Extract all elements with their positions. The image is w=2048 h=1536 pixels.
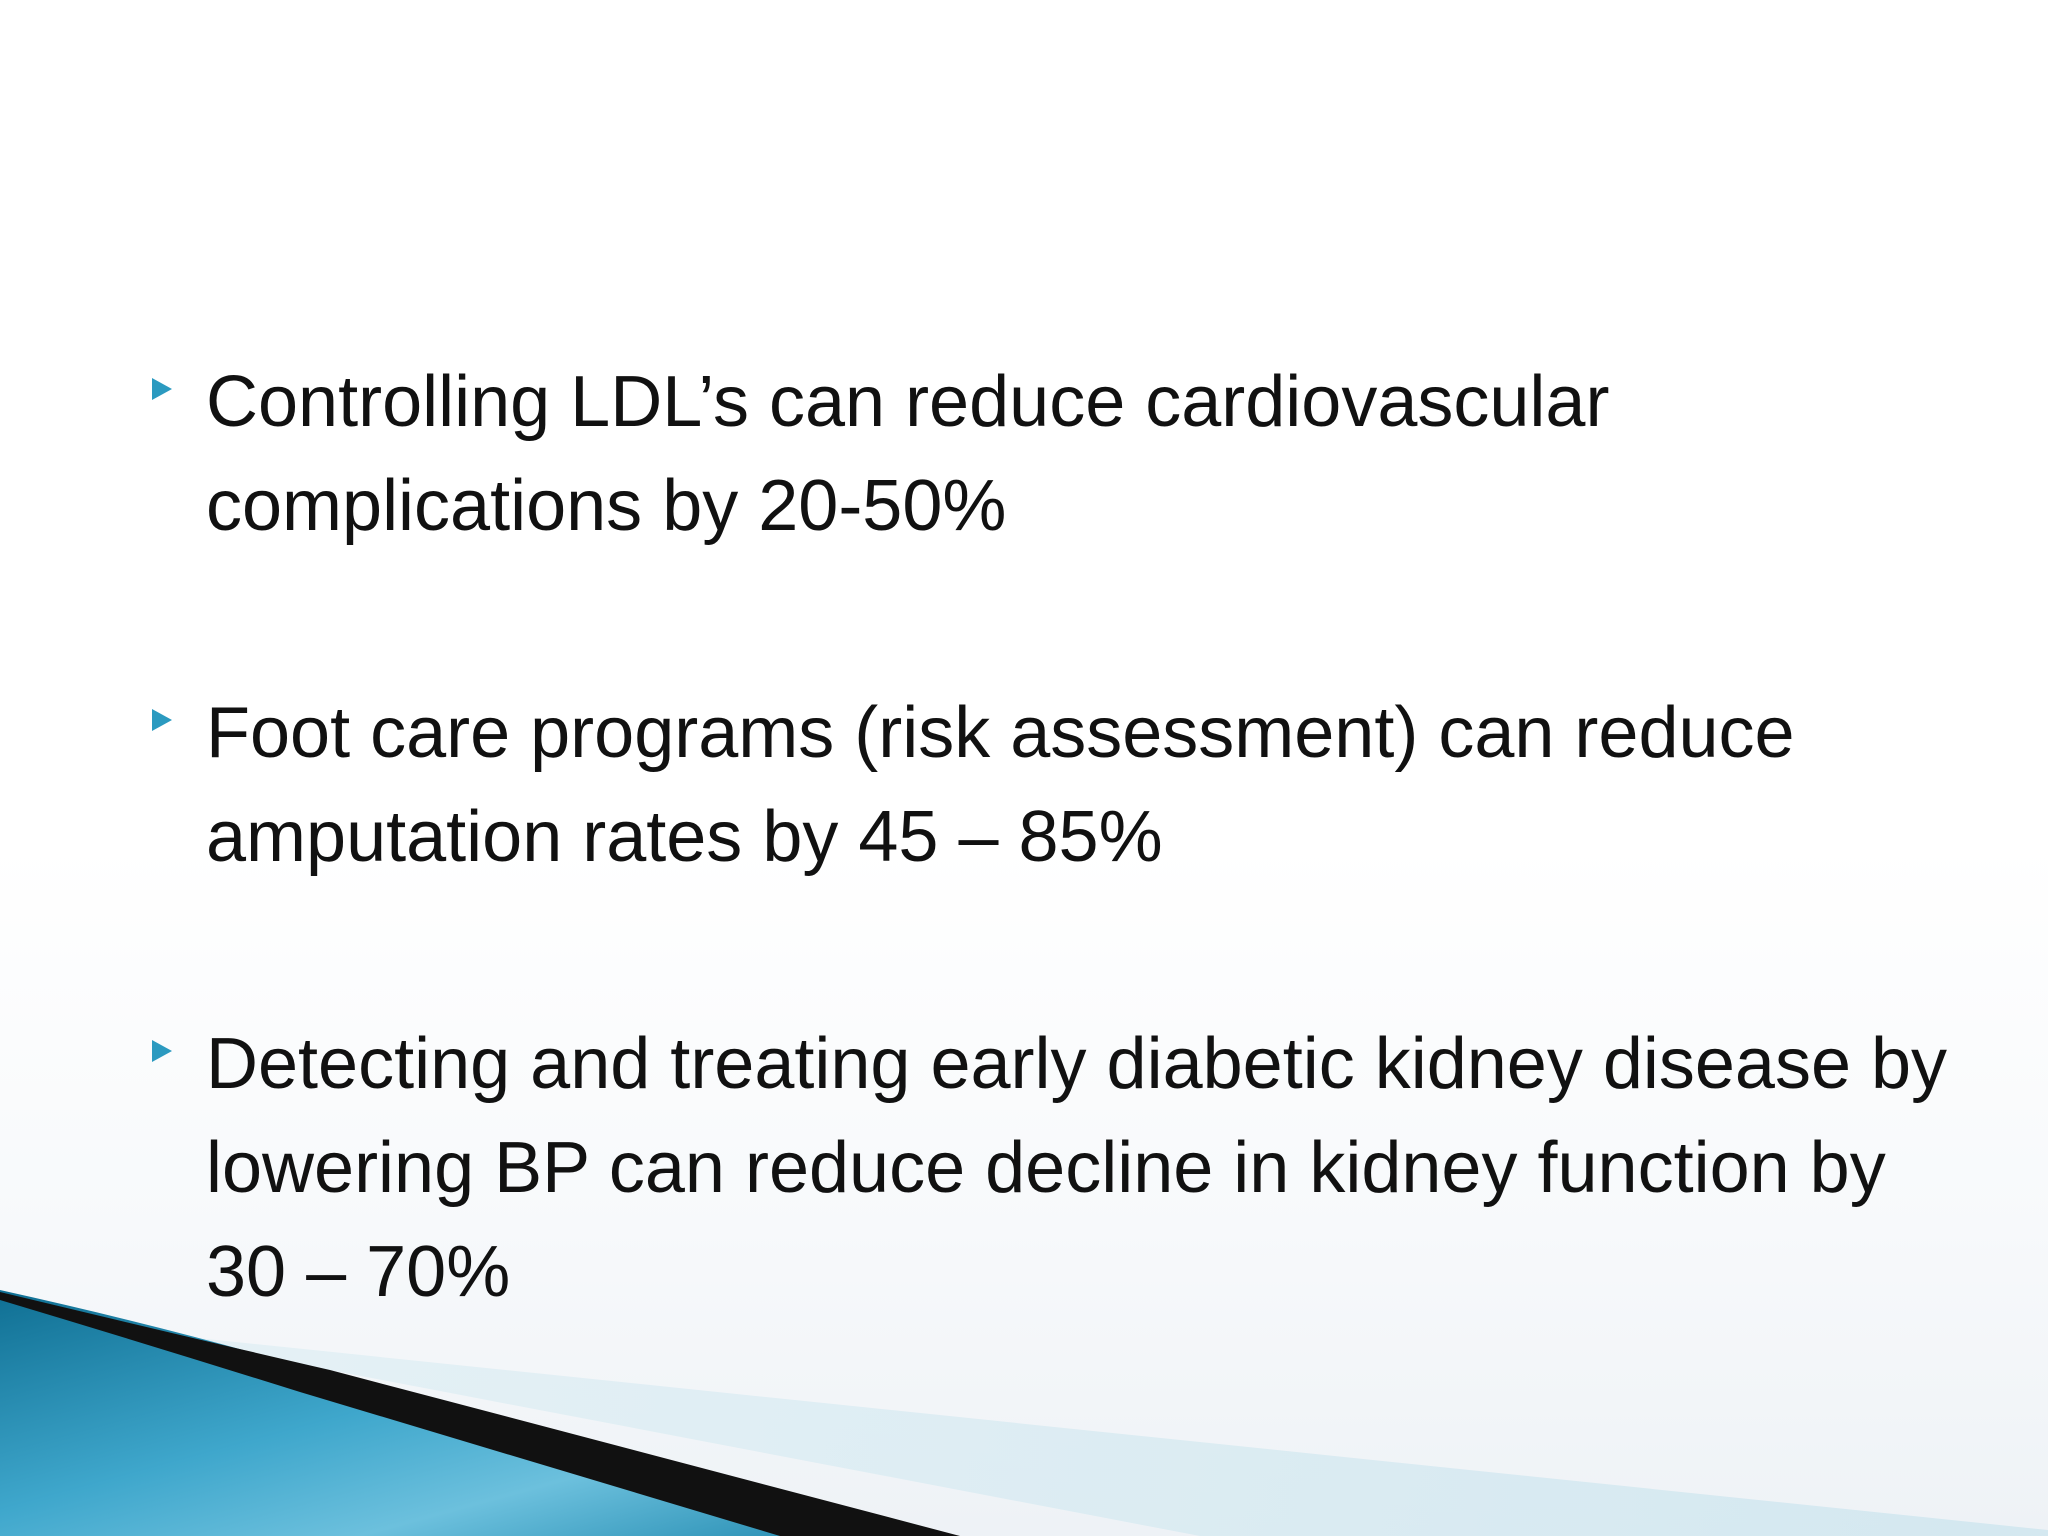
bullet-text-foot-care: Foot care programs (risk assessment) can reduce amputation rates by 45 – 85% <box>206 693 1795 877</box>
bullet-text-kidney: Detecting and treating early diabetic kidney disease by lowering BP can reduce decline in kidney function by 30 – 70% <box>206 1024 1948 1312</box>
bullet-list <box>150 350 1970 1324</box>
triangle-bullet-icon <box>152 709 172 731</box>
triangle-bullet-icon <box>152 378 172 400</box>
triangle-bullet-icon <box>152 1040 172 1062</box>
bullet-item-foot-care <box>150 681 1970 889</box>
bullet-item-ldl <box>150 350 1970 558</box>
bullet-text-ldl: Controlling LDL’s can reduce cardiovascular complications by 20-50% <box>206 362 1610 546</box>
bullet-item-kidney <box>150 1012 1970 1324</box>
